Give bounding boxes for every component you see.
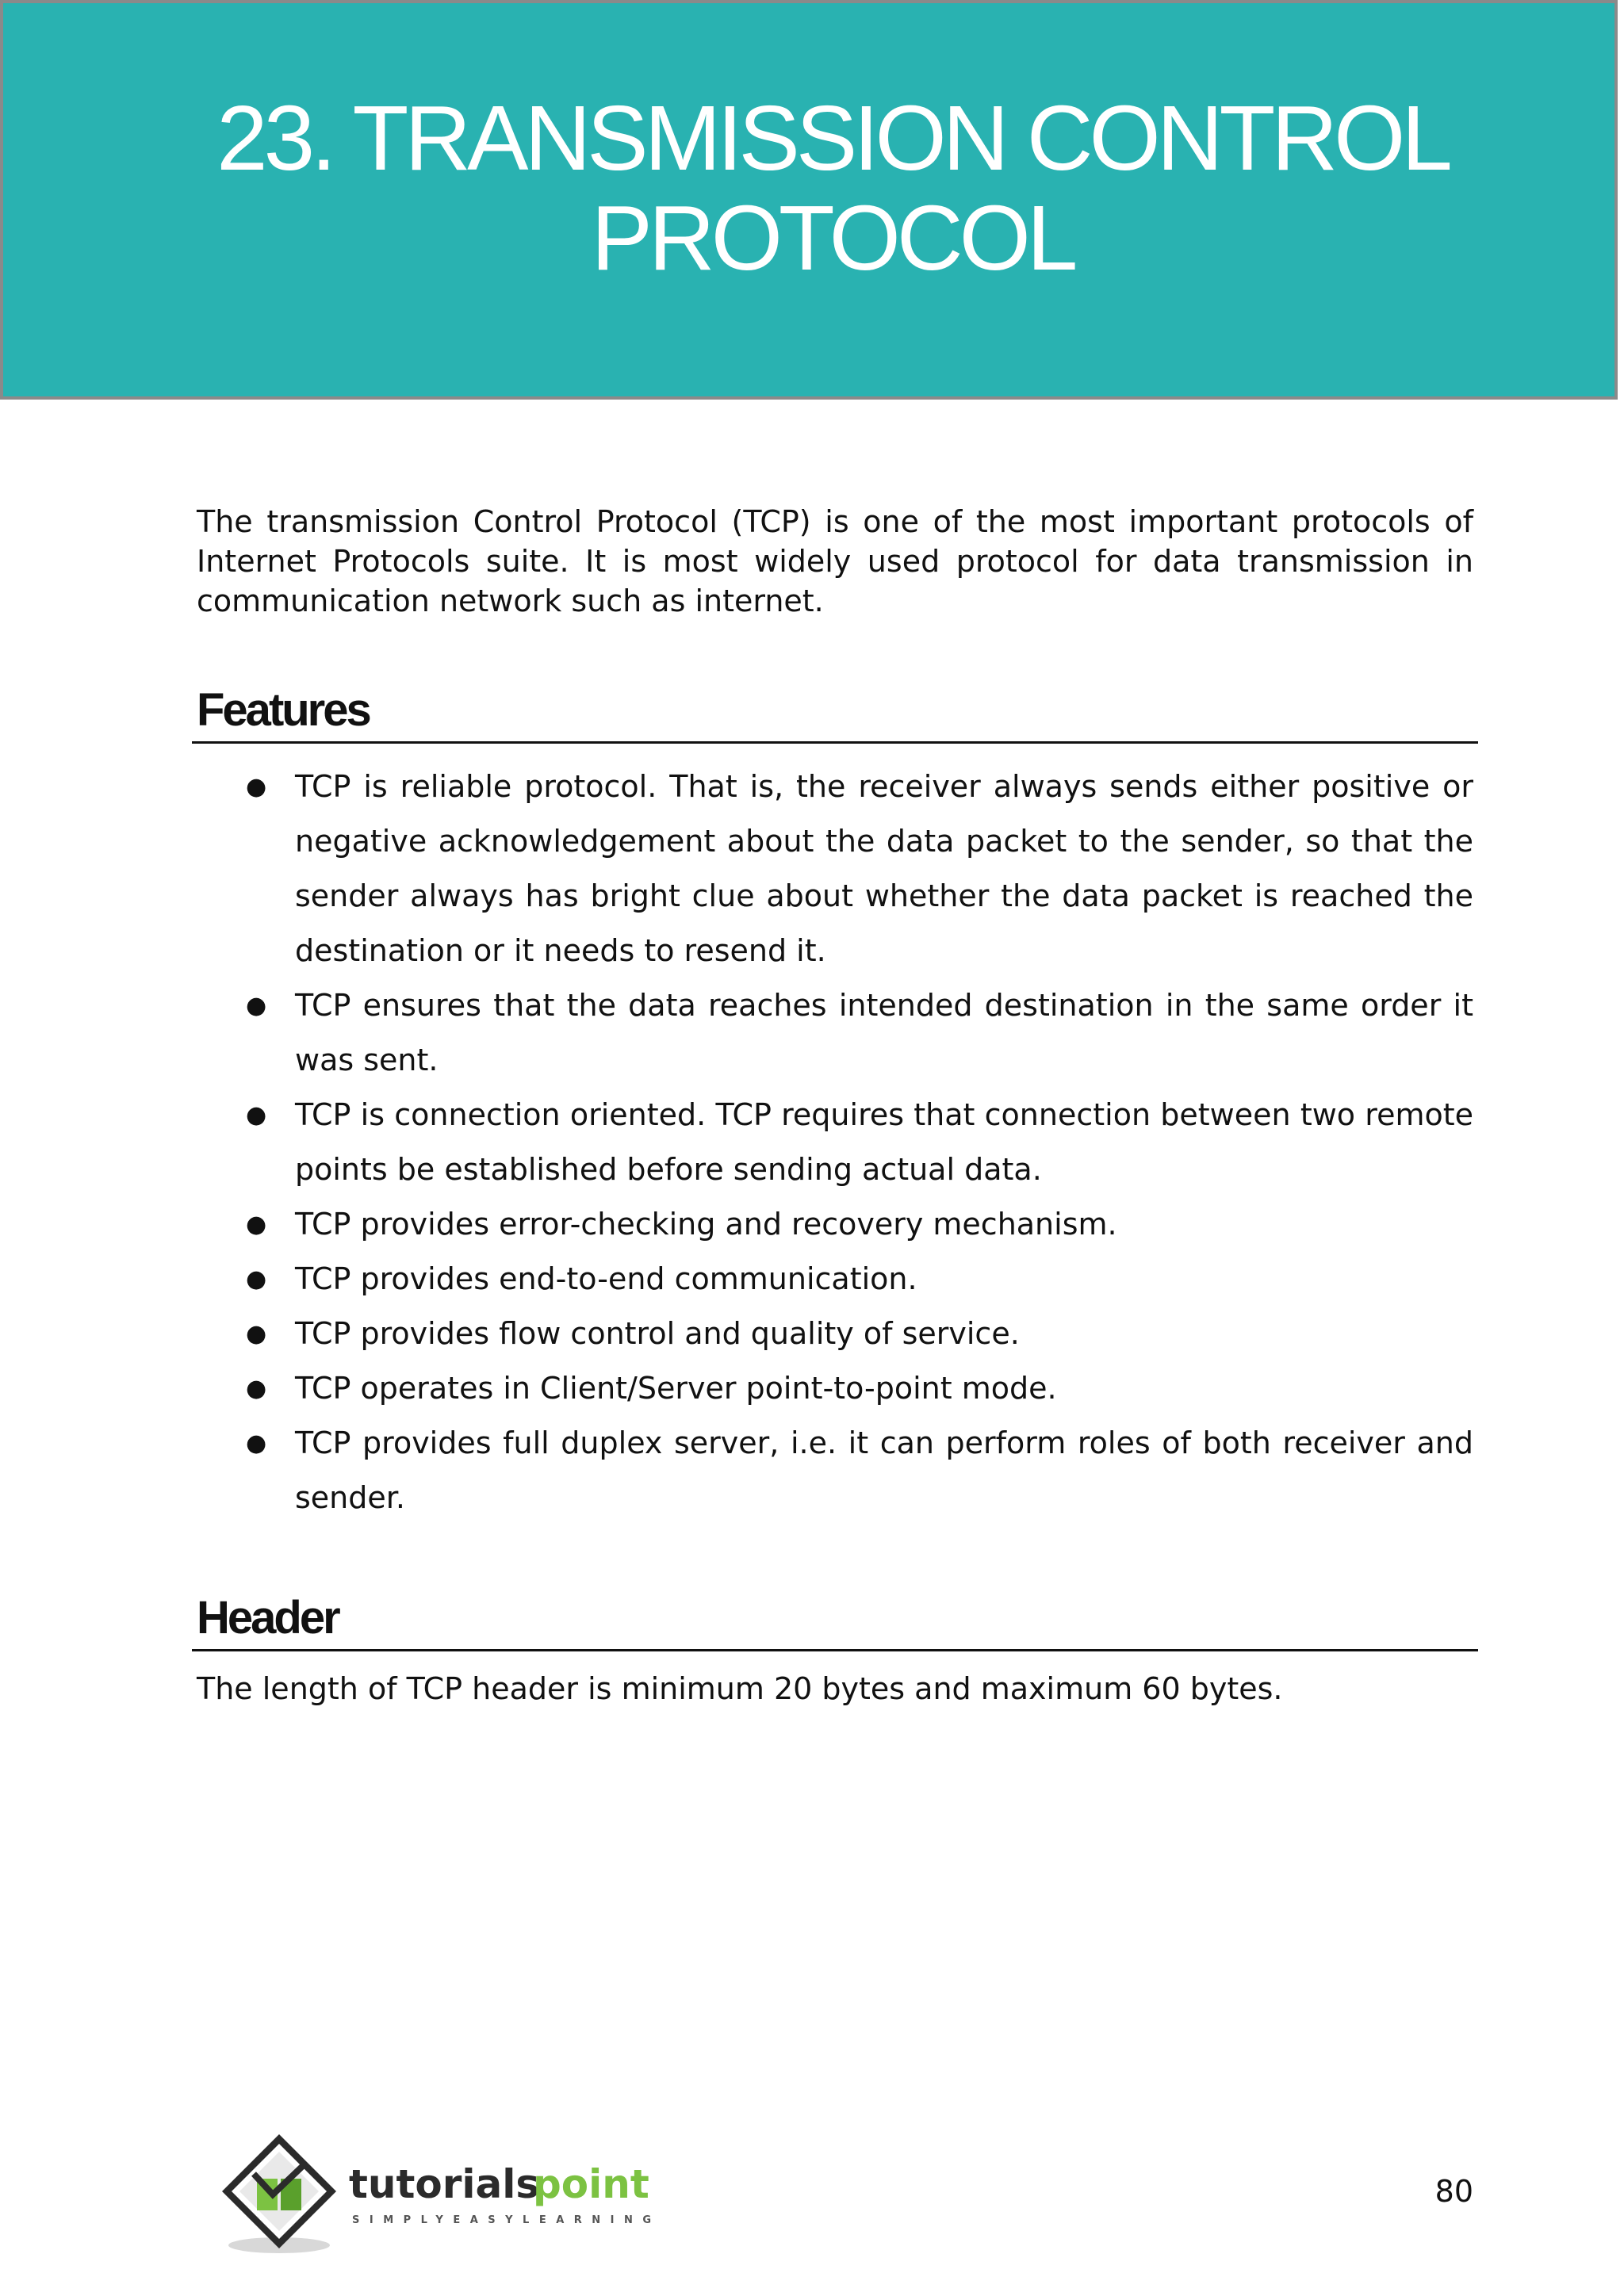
feature-text: TCP provides full duplex server, i.e. it can perform roles of both receiver and sender. bbox=[295, 1425, 1473, 1515]
bullet-icon: ● bbox=[246, 1429, 267, 1457]
feature-item bbox=[197, 1088, 1473, 1197]
bullet-icon: ● bbox=[246, 1375, 267, 1402]
chapter-title-line-2: PROTOCOL bbox=[591, 186, 1074, 289]
feature-text: TCP operates in Client/Server point-to-point mode. bbox=[295, 1371, 1057, 1406]
intro-paragraph: The transmission Control Protocol (TCP) is one of the most important protocols of Internet Protocols suite. It is most widely used protocol for data transmission in communication network such as internet. bbox=[197, 504, 1473, 618]
header-section-text: The length of TCP header is minimum 20 bytes and maximum 60 bytes. bbox=[197, 1671, 1283, 1706]
bullet-icon: ● bbox=[246, 1211, 267, 1238]
feature-text: TCP provides flow control and quality of service. bbox=[295, 1316, 1020, 1351]
feature-text: TCP is connection oriented. TCP requires that connection between two remote points be established before sending actual data. bbox=[295, 1097, 1473, 1187]
feature-text: TCP is reliable protocol. That is, the receiver always sends either positive or negative acknowledgement about the data packet to the sender, so that the sender always has bright clue about whether the data packet is reached the destination or it needs to resend it. bbox=[295, 769, 1473, 968]
feature-item bbox=[197, 1307, 1473, 1361]
page-content bbox=[197, 502, 1473, 1709]
features-list bbox=[197, 760, 1473, 1525]
feature-item bbox=[197, 760, 1473, 978]
bullet-icon: ● bbox=[246, 1101, 267, 1129]
feature-item bbox=[197, 1252, 1473, 1307]
chapter-banner bbox=[0, 0, 1618, 400]
feature-item bbox=[197, 1361, 1473, 1416]
bullet-icon: ● bbox=[246, 1265, 267, 1293]
features-heading: Features bbox=[192, 684, 1478, 744]
bullet-icon: ● bbox=[246, 992, 267, 1020]
chapter-title-line-1: 23. TRANSMISSION CONTROL bbox=[216, 86, 1449, 189]
logo-word-point: point bbox=[533, 2161, 649, 2207]
feature-text: TCP provides error-checking and recovery mechanism. bbox=[295, 1207, 1117, 1242]
feature-text: TCP ensures that the data reaches intended destination in the same order it was sent. bbox=[295, 988, 1473, 1077]
feature-text: TCP provides end-to-end communication. bbox=[295, 1261, 917, 1296]
feature-item bbox=[197, 1416, 1473, 1525]
tutorialspoint-logo bbox=[208, 2128, 715, 2255]
page-number: 80 bbox=[1434, 2174, 1473, 2209]
logo-word-tutorials: tutorials bbox=[349, 2161, 540, 2207]
bullet-icon: ● bbox=[246, 1320, 267, 1348]
bullet-icon: ● bbox=[246, 773, 267, 801]
feature-item bbox=[197, 1197, 1473, 1252]
header-section-heading: Header bbox=[192, 1592, 1478, 1651]
logo-tagline: SIMPLYEASYLEARNING bbox=[352, 2214, 661, 2226]
feature-item bbox=[197, 978, 1473, 1088]
chapter-title bbox=[169, 88, 1449, 288]
